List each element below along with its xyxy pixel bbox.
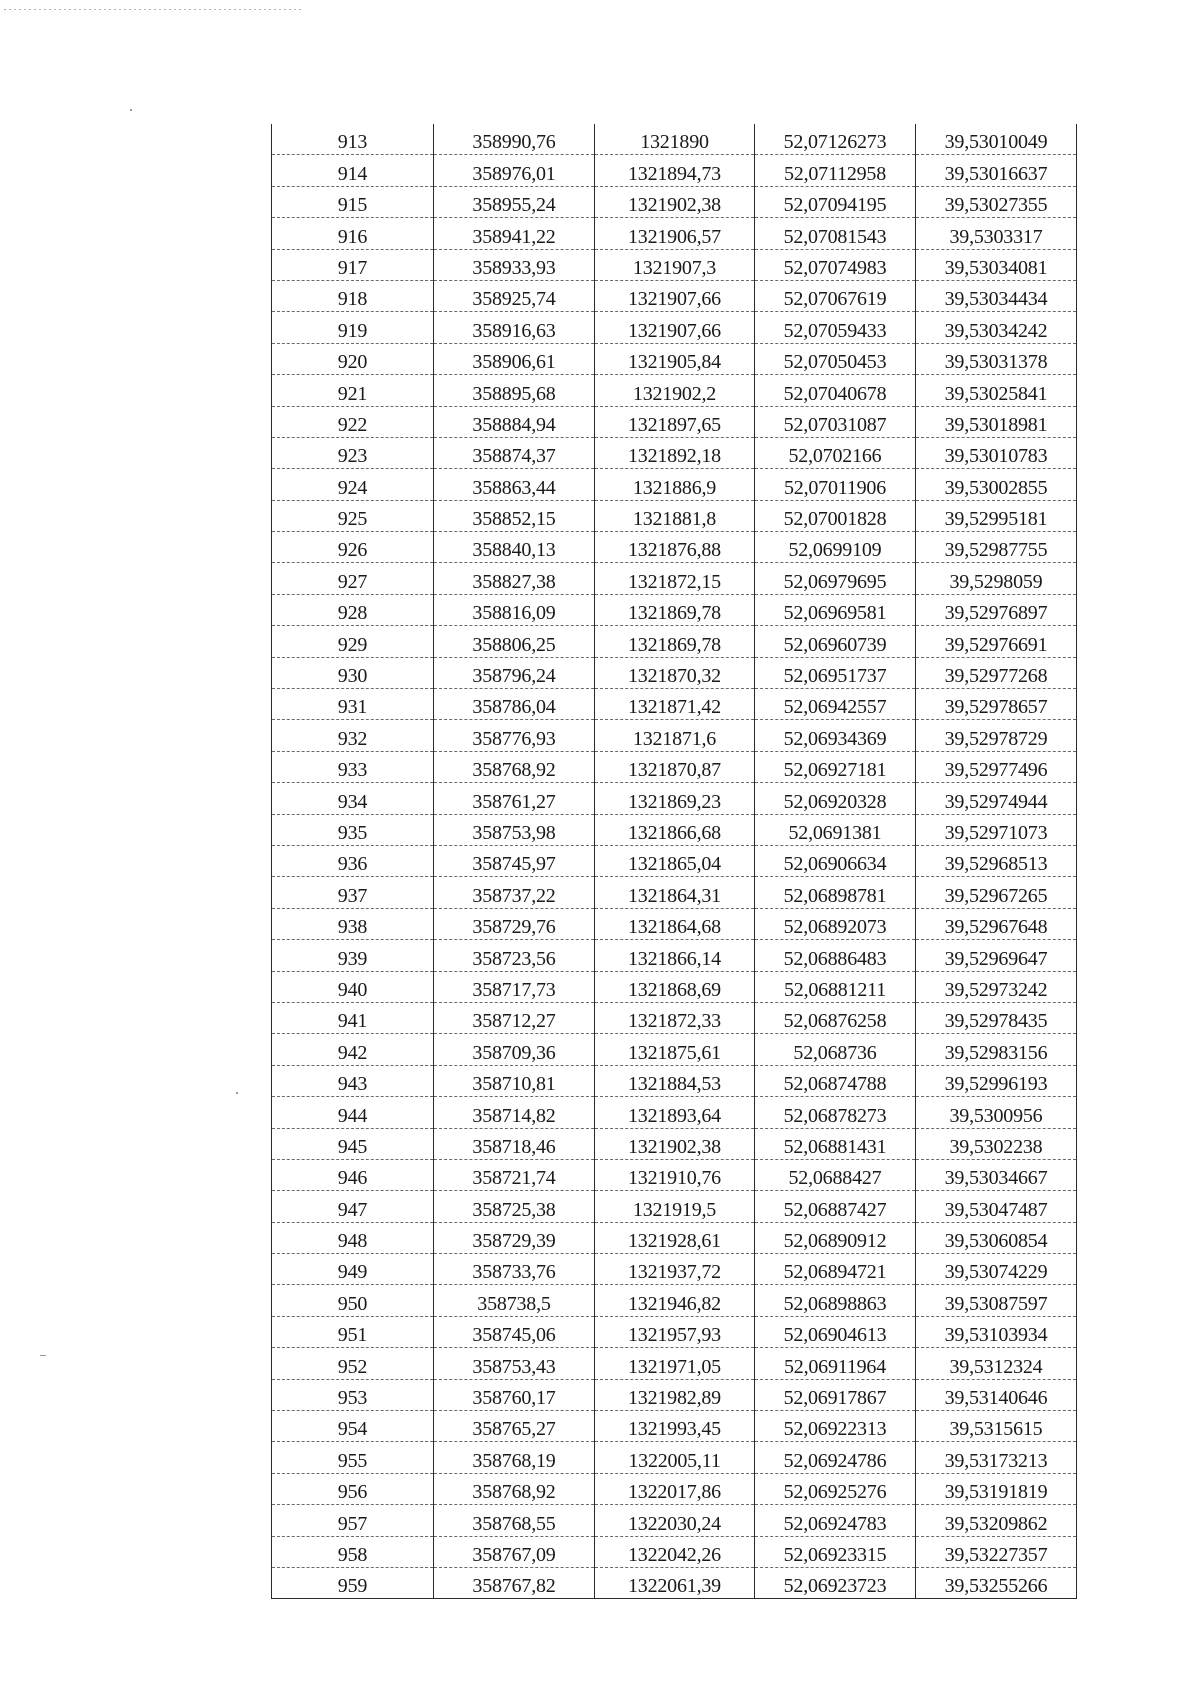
x-coordinate-cell: 358718,46: [434, 1128, 595, 1159]
table-row: [272, 406, 1077, 437]
table-row: [272, 1002, 1077, 1033]
latitude-cell: 52,06951737: [755, 657, 916, 688]
latitude-cell: 52,06878273: [755, 1097, 916, 1128]
point-number-cell: 942: [272, 1034, 434, 1065]
x-coordinate-cell: 358827,38: [434, 563, 595, 594]
longitude-cell: 39,52976897: [916, 594, 1077, 625]
latitude-cell: 52,06906634: [755, 845, 916, 876]
x-coordinate-cell: 358796,24: [434, 657, 595, 688]
x-coordinate-cell: 358933,93: [434, 249, 595, 280]
point-number-cell: 929: [272, 626, 434, 657]
longitude-cell: 39,5312324: [916, 1348, 1077, 1379]
y-coordinate-cell: 1321869,78: [595, 626, 755, 657]
x-coordinate-cell: 358714,82: [434, 1097, 595, 1128]
y-coordinate-cell: 1321875,61: [595, 1034, 755, 1065]
table-row: [272, 1473, 1077, 1504]
y-coordinate-cell: 1321957,93: [595, 1316, 755, 1347]
point-number-cell: 928: [272, 594, 434, 625]
point-number-cell: 955: [272, 1442, 434, 1473]
latitude-cell: 52,06920328: [755, 783, 916, 814]
table-row: [272, 814, 1077, 845]
x-coordinate-cell: 358990,76: [434, 124, 595, 155]
coordinates-table: [271, 124, 1077, 1599]
latitude-cell: 52,0688427: [755, 1159, 916, 1190]
longitude-cell: 39,5300956: [916, 1097, 1077, 1128]
y-coordinate-cell: 1321884,53: [595, 1065, 755, 1096]
latitude-cell: 52,06886483: [755, 940, 916, 971]
y-coordinate-cell: 1321902,2: [595, 375, 755, 406]
longitude-cell: 39,53025841: [916, 375, 1077, 406]
point-number-cell: 935: [272, 814, 434, 845]
table-row: [272, 1065, 1077, 1096]
table-row: [272, 1379, 1077, 1410]
table-row: [272, 1316, 1077, 1347]
y-coordinate-cell: 1322061,39: [595, 1567, 755, 1598]
x-coordinate-cell: 358816,09: [434, 594, 595, 625]
table-row: [272, 280, 1077, 311]
x-coordinate-cell: 358906,61: [434, 343, 595, 374]
table-row: [272, 1159, 1077, 1190]
table-row: [272, 1254, 1077, 1285]
table-row: [272, 312, 1077, 343]
y-coordinate-cell: 1321872,15: [595, 563, 755, 594]
longitude-cell: 39,53173213: [916, 1442, 1077, 1473]
y-coordinate-cell: 1321928,61: [595, 1222, 755, 1253]
longitude-cell: 39,52978435: [916, 1002, 1077, 1033]
y-coordinate-cell: 1321919,5: [595, 1191, 755, 1222]
table-row: [272, 1442, 1077, 1473]
point-number-cell: 956: [272, 1473, 434, 1504]
x-coordinate-cell: 358725,38: [434, 1191, 595, 1222]
table-row: [272, 218, 1077, 249]
x-coordinate-cell: 358723,56: [434, 940, 595, 971]
longitude-cell: 39,5298059: [916, 563, 1077, 594]
x-coordinate-cell: 358721,74: [434, 1159, 595, 1190]
point-number-cell: 957: [272, 1505, 434, 1536]
x-coordinate-cell: 358925,74: [434, 280, 595, 311]
y-coordinate-cell: 1321910,76: [595, 1159, 755, 1190]
longitude-cell: 39,53034242: [916, 312, 1077, 343]
point-number-cell: 921: [272, 375, 434, 406]
table-row: [272, 845, 1077, 876]
x-coordinate-cell: 358767,09: [434, 1536, 595, 1567]
y-coordinate-cell: 1321937,72: [595, 1254, 755, 1285]
point-number-cell: 933: [272, 751, 434, 782]
latitude-cell: 52,06904613: [755, 1316, 916, 1347]
x-coordinate-cell: 358840,13: [434, 532, 595, 563]
scan-artifact-line: [4, 9, 304, 10]
table-row: [272, 1034, 1077, 1065]
latitude-cell: 52,06892073: [755, 908, 916, 939]
table-row: [272, 563, 1077, 594]
y-coordinate-cell: 1321881,8: [595, 500, 755, 531]
y-coordinate-cell: 1321946,82: [595, 1285, 755, 1316]
y-coordinate-cell: 1321893,64: [595, 1097, 755, 1128]
y-coordinate-cell: 1321864,68: [595, 908, 755, 939]
latitude-cell: 52,06927181: [755, 751, 916, 782]
latitude-cell: 52,06887427: [755, 1191, 916, 1222]
latitude-cell: 52,07001828: [755, 500, 916, 531]
latitude-cell: 52,06969581: [755, 594, 916, 625]
latitude-cell: 52,07074983: [755, 249, 916, 280]
longitude-cell: 39,53027355: [916, 186, 1077, 217]
table-row: [272, 375, 1077, 406]
table-row: [272, 1097, 1077, 1128]
latitude-cell: 52,07059433: [755, 312, 916, 343]
longitude-cell: 39,52971073: [916, 814, 1077, 845]
x-coordinate-cell: 358717,73: [434, 971, 595, 1002]
longitude-cell: 39,53018981: [916, 406, 1077, 437]
longitude-cell: 39,53010783: [916, 437, 1077, 468]
x-coordinate-cell: 358976,01: [434, 155, 595, 186]
x-coordinate-cell: 358733,76: [434, 1254, 595, 1285]
latitude-cell: 52,07040678: [755, 375, 916, 406]
y-coordinate-cell: 1321902,38: [595, 186, 755, 217]
x-coordinate-cell: 358852,15: [434, 500, 595, 531]
y-coordinate-cell: 1322030,24: [595, 1505, 755, 1536]
x-coordinate-cell: 358765,27: [434, 1411, 595, 1442]
latitude-cell: 52,06881211: [755, 971, 916, 1002]
point-number-cell: 917: [272, 249, 434, 280]
x-coordinate-cell: 358745,97: [434, 845, 595, 876]
longitude-cell: 39,53191819: [916, 1473, 1077, 1504]
longitude-cell: 39,5315615: [916, 1411, 1077, 1442]
y-coordinate-cell: 1322042,26: [595, 1536, 755, 1567]
longitude-cell: 39,53016637: [916, 155, 1077, 186]
point-number-cell: 925: [272, 500, 434, 531]
longitude-cell: 39,53140646: [916, 1379, 1077, 1410]
latitude-cell: 52,06924783: [755, 1505, 916, 1536]
y-coordinate-cell: 1321892,18: [595, 437, 755, 468]
table-row: [272, 249, 1077, 280]
point-number-cell: 952: [272, 1348, 434, 1379]
point-number-cell: 926: [272, 532, 434, 563]
x-coordinate-cell: 358895,68: [434, 375, 595, 406]
table-row: [272, 186, 1077, 217]
point-number-cell: 919: [272, 312, 434, 343]
point-number-cell: 915: [272, 186, 434, 217]
point-number-cell: 946: [272, 1159, 434, 1190]
longitude-cell: 39,52974944: [916, 783, 1077, 814]
point-number-cell: 938: [272, 908, 434, 939]
point-number-cell: 923: [272, 437, 434, 468]
y-coordinate-cell: 1321897,65: [595, 406, 755, 437]
longitude-cell: 39,5303317: [916, 218, 1077, 249]
point-number-cell: 920: [272, 343, 434, 374]
x-coordinate-cell: 358768,92: [434, 1473, 595, 1504]
table-row: [272, 783, 1077, 814]
point-number-cell: 958: [272, 1536, 434, 1567]
x-coordinate-cell: 358863,44: [434, 469, 595, 500]
latitude-cell: 52,07067619: [755, 280, 916, 311]
x-coordinate-cell: 358760,17: [434, 1379, 595, 1410]
longitude-cell: 39,52977496: [916, 751, 1077, 782]
point-number-cell: 959: [272, 1567, 434, 1598]
longitude-cell: 39,52968513: [916, 845, 1077, 876]
y-coordinate-cell: 1321907,66: [595, 312, 755, 343]
point-number-cell: 918: [272, 280, 434, 311]
latitude-cell: 52,06922313: [755, 1411, 916, 1442]
latitude-cell: 52,07112958: [755, 155, 916, 186]
y-coordinate-cell: 1321907,66: [595, 280, 755, 311]
y-coordinate-cell: 1321890: [595, 124, 755, 155]
point-number-cell: 945: [272, 1128, 434, 1159]
y-coordinate-cell: 1321869,23: [595, 783, 755, 814]
point-number-cell: 922: [272, 406, 434, 437]
latitude-cell: 52,0699109: [755, 532, 916, 563]
table-row: [272, 124, 1077, 155]
y-coordinate-cell: 1321865,04: [595, 845, 755, 876]
table-row: [272, 532, 1077, 563]
y-coordinate-cell: 1321872,33: [595, 1002, 755, 1033]
table-row: [272, 1191, 1077, 1222]
x-coordinate-cell: 358761,27: [434, 783, 595, 814]
latitude-cell: 52,06917867: [755, 1379, 916, 1410]
latitude-cell: 52,06898781: [755, 877, 916, 908]
longitude-cell: 39,53074229: [916, 1254, 1077, 1285]
point-number-cell: 939: [272, 940, 434, 971]
latitude-cell: 52,06934369: [755, 720, 916, 751]
y-coordinate-cell: 1321993,45: [595, 1411, 755, 1442]
point-number-cell: 913: [272, 124, 434, 155]
latitude-cell: 52,06979695: [755, 563, 916, 594]
longitude-cell: 39,52973242: [916, 971, 1077, 1002]
point-number-cell: 941: [272, 1002, 434, 1033]
longitude-cell: 39,53227357: [916, 1536, 1077, 1567]
table-row: [272, 500, 1077, 531]
table-row: [272, 469, 1077, 500]
x-coordinate-cell: 358709,36: [434, 1034, 595, 1065]
y-coordinate-cell: 1321868,69: [595, 971, 755, 1002]
x-coordinate-cell: 358874,37: [434, 437, 595, 468]
x-coordinate-cell: 358955,24: [434, 186, 595, 217]
x-coordinate-cell: 358806,25: [434, 626, 595, 657]
y-coordinate-cell: 1321871,42: [595, 689, 755, 720]
y-coordinate-cell: 1321982,89: [595, 1379, 755, 1410]
x-coordinate-cell: 358768,92: [434, 751, 595, 782]
latitude-cell: 52,06890912: [755, 1222, 916, 1253]
x-coordinate-cell: 358753,43: [434, 1348, 595, 1379]
longitude-cell: 39,52987755: [916, 532, 1077, 563]
latitude-cell: 52,06960739: [755, 626, 916, 657]
y-coordinate-cell: 1321902,38: [595, 1128, 755, 1159]
point-number-cell: 951: [272, 1316, 434, 1347]
table-row: [272, 626, 1077, 657]
latitude-cell: 52,068736: [755, 1034, 916, 1065]
point-number-cell: 948: [272, 1222, 434, 1253]
point-number-cell: 943: [272, 1065, 434, 1096]
x-coordinate-cell: 358767,82: [434, 1567, 595, 1598]
scan-artifact-dot: [236, 1092, 238, 1094]
y-coordinate-cell: 1322017,86: [595, 1473, 755, 1504]
point-number-cell: 936: [272, 845, 434, 876]
longitude-cell: 39,53209862: [916, 1505, 1077, 1536]
longitude-cell: 39,53087597: [916, 1285, 1077, 1316]
longitude-cell: 39,53034667: [916, 1159, 1077, 1190]
y-coordinate-cell: 1321894,73: [595, 155, 755, 186]
x-coordinate-cell: 358712,27: [434, 1002, 595, 1033]
coordinates-table-container: [271, 124, 1077, 1599]
latitude-cell: 52,07081543: [755, 218, 916, 249]
x-coordinate-cell: 358916,63: [434, 312, 595, 343]
latitude-cell: 52,06923723: [755, 1567, 916, 1598]
y-coordinate-cell: 1321870,87: [595, 751, 755, 782]
x-coordinate-cell: 358737,22: [434, 877, 595, 908]
table-row: [272, 971, 1077, 1002]
point-number-cell: 927: [272, 563, 434, 594]
point-number-cell: 931: [272, 689, 434, 720]
longitude-cell: 39,52996193: [916, 1065, 1077, 1096]
latitude-cell: 52,07094195: [755, 186, 916, 217]
point-number-cell: 940: [272, 971, 434, 1002]
latitude-cell: 52,06881431: [755, 1128, 916, 1159]
latitude-cell: 52,06942557: [755, 689, 916, 720]
point-number-cell: 934: [272, 783, 434, 814]
table-row: [272, 720, 1077, 751]
longitude-cell: 39,5302238: [916, 1128, 1077, 1159]
table-row: [272, 1285, 1077, 1316]
longitude-cell: 39,52977268: [916, 657, 1077, 688]
longitude-cell: 39,52978657: [916, 689, 1077, 720]
table-row: [272, 594, 1077, 625]
y-coordinate-cell: 1321907,3: [595, 249, 755, 280]
table-row: [272, 343, 1077, 374]
point-number-cell: 916: [272, 218, 434, 249]
x-coordinate-cell: 358729,76: [434, 908, 595, 939]
longitude-cell: 39,53060854: [916, 1222, 1077, 1253]
table-row: [272, 1128, 1077, 1159]
latitude-cell: 52,06898863: [755, 1285, 916, 1316]
latitude-cell: 52,07050453: [755, 343, 916, 374]
longitude-cell: 39,52976691: [916, 626, 1077, 657]
x-coordinate-cell: 358729,39: [434, 1222, 595, 1253]
longitude-cell: 39,53002855: [916, 469, 1077, 500]
longitude-cell: 39,53034081: [916, 249, 1077, 280]
y-coordinate-cell: 1321871,6: [595, 720, 755, 751]
longitude-cell: 39,52969647: [916, 940, 1077, 971]
latitude-cell: 52,06925276: [755, 1473, 916, 1504]
longitude-cell: 39,53255266: [916, 1567, 1077, 1598]
x-coordinate-cell: 358710,81: [434, 1065, 595, 1096]
latitude-cell: 52,06923315: [755, 1536, 916, 1567]
y-coordinate-cell: 1321870,32: [595, 657, 755, 688]
x-coordinate-cell: 358776,93: [434, 720, 595, 751]
y-coordinate-cell: 1321869,78: [595, 594, 755, 625]
point-number-cell: 937: [272, 877, 434, 908]
scan-artifact-dot: [130, 109, 132, 111]
x-coordinate-cell: 358786,04: [434, 689, 595, 720]
longitude-cell: 39,52983156: [916, 1034, 1077, 1065]
latitude-cell: 52,06876258: [755, 1002, 916, 1033]
y-coordinate-cell: 1321905,84: [595, 343, 755, 374]
x-coordinate-cell: 358768,55: [434, 1505, 595, 1536]
table-row: [272, 1567, 1077, 1598]
x-coordinate-cell: 358884,94: [434, 406, 595, 437]
y-coordinate-cell: 1321886,9: [595, 469, 755, 500]
longitude-cell: 39,52967265: [916, 877, 1077, 908]
point-number-cell: 947: [272, 1191, 434, 1222]
longitude-cell: 39,52967648: [916, 908, 1077, 939]
latitude-cell: 52,07126273: [755, 124, 916, 155]
latitude-cell: 52,07031087: [755, 406, 916, 437]
latitude-cell: 52,06924786: [755, 1442, 916, 1473]
table-row: [272, 877, 1077, 908]
longitude-cell: 39,53031378: [916, 343, 1077, 374]
latitude-cell: 52,06911964: [755, 1348, 916, 1379]
table-row: [272, 1411, 1077, 1442]
point-number-cell: 950: [272, 1285, 434, 1316]
table-row: [272, 1505, 1077, 1536]
latitude-cell: 52,06894721: [755, 1254, 916, 1285]
latitude-cell: 52,06874788: [755, 1065, 916, 1096]
latitude-cell: 52,0702166: [755, 437, 916, 468]
y-coordinate-cell: 1321866,68: [595, 814, 755, 845]
x-coordinate-cell: 358941,22: [434, 218, 595, 249]
y-coordinate-cell: 1321971,05: [595, 1348, 755, 1379]
point-number-cell: 949: [272, 1254, 434, 1285]
longitude-cell: 39,53103934: [916, 1316, 1077, 1347]
table-row: [272, 940, 1077, 971]
x-coordinate-cell: 358768,19: [434, 1442, 595, 1473]
y-coordinate-cell: 1321876,88: [595, 532, 755, 563]
point-number-cell: 953: [272, 1379, 434, 1410]
point-number-cell: 930: [272, 657, 434, 688]
longitude-cell: 39,52995181: [916, 500, 1077, 531]
longitude-cell: 39,52978729: [916, 720, 1077, 751]
longitude-cell: 39,53034434: [916, 280, 1077, 311]
longitude-cell: 39,53010049: [916, 124, 1077, 155]
table-row: [272, 1536, 1077, 1567]
x-coordinate-cell: 358738,5: [434, 1285, 595, 1316]
longitude-cell: 39,53047487: [916, 1191, 1077, 1222]
table-row: [272, 689, 1077, 720]
table-row: [272, 657, 1077, 688]
y-coordinate-cell: 1322005,11: [595, 1442, 755, 1473]
point-number-cell: 924: [272, 469, 434, 500]
latitude-cell: 52,0691381: [755, 814, 916, 845]
y-coordinate-cell: 1321864,31: [595, 877, 755, 908]
table-row: [272, 437, 1077, 468]
x-coordinate-cell: 358753,98: [434, 814, 595, 845]
point-number-cell: 932: [272, 720, 434, 751]
point-number-cell: 944: [272, 1097, 434, 1128]
y-coordinate-cell: 1321906,57: [595, 218, 755, 249]
table-row: [272, 908, 1077, 939]
table-row: [272, 751, 1077, 782]
x-coordinate-cell: 358745,06: [434, 1316, 595, 1347]
coordinates-table-body: [272, 124, 1077, 1599]
point-number-cell: 954: [272, 1411, 434, 1442]
table-row: [272, 155, 1077, 186]
table-row: [272, 1348, 1077, 1379]
scan-artifact-dash: [40, 1355, 46, 1356]
point-number-cell: 914: [272, 155, 434, 186]
y-coordinate-cell: 1321866,14: [595, 940, 755, 971]
latitude-cell: 52,07011906: [755, 469, 916, 500]
table-row: [272, 1222, 1077, 1253]
